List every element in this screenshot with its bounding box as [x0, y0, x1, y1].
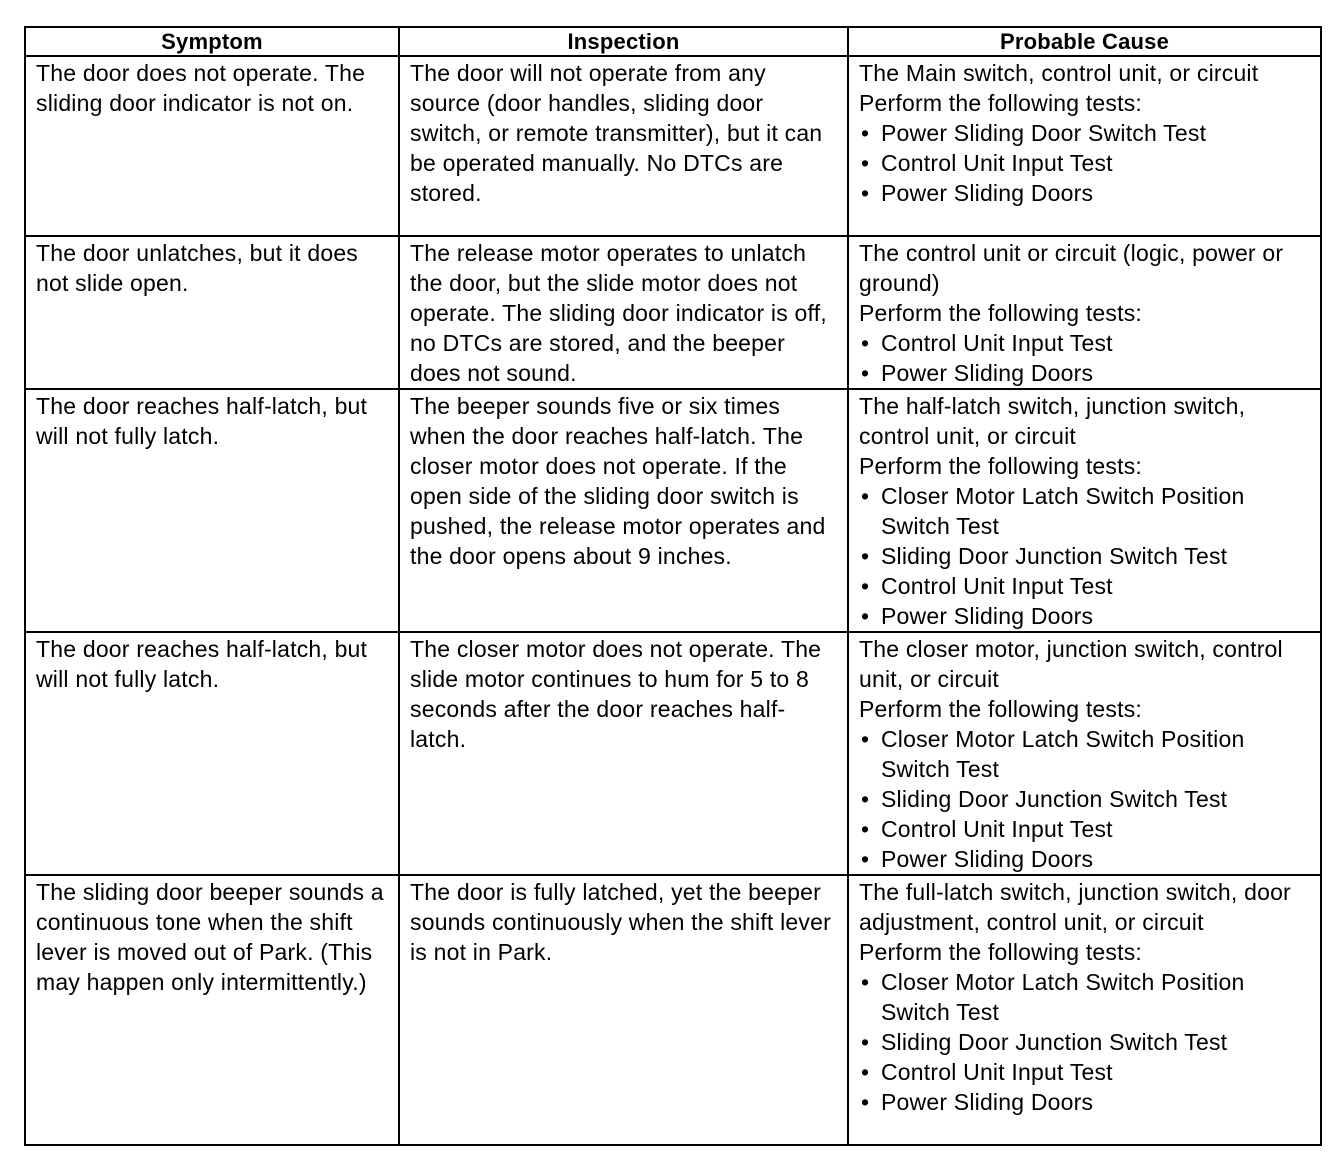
test-list-item — [859, 967, 1314, 1027]
symptom-cell — [25, 236, 399, 389]
table-row — [25, 632, 1321, 875]
bullet-icon: • — [861, 573, 870, 599]
symptom-text: The door unlatches, but it does not slide open. — [36, 240, 359, 296]
bullet-icon: • — [861, 1089, 870, 1115]
table-row — [25, 236, 1321, 389]
symptom-text: The door reaches half-latch, but will not fully latch. — [36, 636, 368, 692]
table-body — [25, 56, 1321, 1145]
inspection-cell — [399, 875, 848, 1145]
test-name: Closer Motor Latch Switch Position Switch Test — [881, 726, 1245, 782]
test-name: Control Unit Input Test — [881, 330, 1113, 356]
test-name: Control Unit Input Test — [881, 1059, 1113, 1085]
tests-intro-text: Perform the following tests: — [859, 939, 1142, 965]
bullet-icon: • — [861, 786, 870, 812]
test-name: Closer Motor Latch Switch Position Switch Test — [881, 483, 1245, 539]
probable-cause-cell — [848, 875, 1321, 1145]
test-list-item — [859, 178, 1314, 208]
header-probable-cause: Probable Cause — [848, 27, 1321, 56]
inspection-text: The closer motor does not operate. The slide motor continues to hum for 5 to 8 seconds after the door reaches half-latch. — [410, 636, 822, 752]
test-list-item — [859, 541, 1314, 571]
inspection-text: The beeper sounds five or six times when the door reaches half-latch. The closer motor does not operate. If the open side of the sliding door switch is pushed, the release motor operates and the door opens about 9 inches. — [410, 393, 826, 569]
table-row — [25, 875, 1321, 1145]
bullet-icon: • — [861, 120, 870, 146]
header-symptom: Symptom — [25, 27, 399, 56]
test-name: Power Sliding Doors — [881, 846, 1094, 872]
header-inspection: Inspection — [399, 27, 848, 56]
probable-cause-cell — [848, 236, 1321, 389]
probable-cause-text: The control unit or circuit (logic, power or ground) — [859, 240, 1284, 296]
test-list-item — [859, 1057, 1314, 1087]
test-name: Power Sliding Doors — [881, 360, 1094, 386]
inspection-cell — [399, 236, 848, 389]
bullet-icon: • — [861, 543, 870, 569]
test-name: Control Unit Input Test — [881, 816, 1113, 842]
table-row — [25, 56, 1321, 236]
test-list-item — [859, 481, 1314, 541]
test-name: Sliding Door Junction Switch Test — [881, 1029, 1228, 1055]
bullet-icon: • — [861, 180, 870, 206]
test-name: Closer Motor Latch Switch Position Switch Test — [881, 969, 1245, 1025]
bullet-icon: • — [861, 1059, 870, 1085]
inspection-text: The door is fully latched, yet the beeper sounds continuously when the shift lever is not in Park. — [410, 879, 831, 965]
tests-intro-text: Perform the following tests: — [859, 300, 1142, 326]
probable-cause-cell — [848, 632, 1321, 875]
bullet-icon: • — [861, 330, 870, 356]
test-list-item — [859, 601, 1314, 631]
symptom-text: The door does not operate. The sliding door indicator is not on. — [36, 60, 366, 116]
bullet-icon: • — [861, 483, 870, 509]
test-list — [859, 967, 1314, 1117]
test-name: Power Sliding Doors — [881, 603, 1094, 629]
troubleshooting-table — [24, 26, 1322, 1146]
probable-cause-cell — [848, 56, 1321, 236]
probable-cause-text: The Main switch, control unit, or circuit — [859, 60, 1259, 86]
symptom-cell — [25, 389, 399, 632]
test-list-item — [859, 118, 1314, 148]
test-list — [859, 481, 1314, 631]
tests-intro-text: Perform the following tests: — [859, 453, 1142, 479]
test-list-item — [859, 571, 1314, 601]
test-name: Control Unit Input Test — [881, 150, 1113, 176]
test-name: Sliding Door Junction Switch Test — [881, 786, 1228, 812]
symptom-text: The sliding door beeper sounds a continuous tone when the shift lever is moved out of Park. (This may happen only intermittently.) — [36, 879, 384, 995]
table-header — [25, 27, 1321, 56]
inspection-text: The door will not operate from any source (door handles, sliding door switch, or remote transmitter), but it can be operated manually. No DTCs are stored. — [410, 60, 823, 206]
probable-cause-text: The closer motor, junction switch, control unit, or circuit — [859, 636, 1283, 692]
probable-cause-text: The full-latch switch, junction switch, door adjustment, control unit, or circuit — [859, 879, 1291, 935]
test-list-item — [859, 724, 1314, 784]
header-row — [25, 27, 1321, 56]
test-name: Power Sliding Door Switch Test — [881, 120, 1207, 146]
inspection-text: The release motor operates to unlatch the door, but the slide motor does not operate. The sliding door indicator is off, no DTCs are stored, and the beeper does not sound. — [410, 240, 827, 386]
bullet-icon: • — [861, 726, 870, 752]
test-name: Control Unit Input Test — [881, 573, 1113, 599]
test-list — [859, 724, 1314, 874]
symptom-text: The door reaches half-latch, but will not fully latch. — [36, 393, 368, 449]
bullet-icon: • — [861, 846, 870, 872]
symptom-cell — [25, 875, 399, 1145]
bullet-icon: • — [861, 360, 870, 386]
bullet-icon: • — [861, 1029, 870, 1055]
test-name: Power Sliding Doors — [881, 1089, 1094, 1115]
symptom-cell — [25, 56, 399, 236]
test-list-item — [859, 844, 1314, 874]
test-list — [859, 328, 1314, 388]
test-list-item — [859, 1087, 1314, 1117]
inspection-cell — [399, 632, 848, 875]
symptom-cell — [25, 632, 399, 875]
inspection-cell — [399, 56, 848, 236]
probable-cause-text: The half-latch switch, junction switch, control unit, or circuit — [859, 393, 1246, 449]
bullet-icon: • — [861, 969, 870, 995]
inspection-cell — [399, 389, 848, 632]
test-list-item — [859, 814, 1314, 844]
test-list-item — [859, 328, 1314, 358]
tests-intro-text: Perform the following tests: — [859, 696, 1142, 722]
bullet-icon: • — [861, 150, 870, 176]
tests-intro-text: Perform the following tests: — [859, 90, 1142, 116]
test-list-item — [859, 784, 1314, 814]
test-list-item — [859, 358, 1314, 388]
test-name: Sliding Door Junction Switch Test — [881, 543, 1228, 569]
bullet-icon: • — [861, 816, 870, 842]
bullet-icon: • — [861, 603, 870, 629]
test-list — [859, 118, 1314, 208]
test-name: Power Sliding Doors — [881, 180, 1094, 206]
table-row — [25, 389, 1321, 632]
test-list-item — [859, 148, 1314, 178]
probable-cause-cell — [848, 389, 1321, 632]
test-list-item — [859, 1027, 1314, 1057]
